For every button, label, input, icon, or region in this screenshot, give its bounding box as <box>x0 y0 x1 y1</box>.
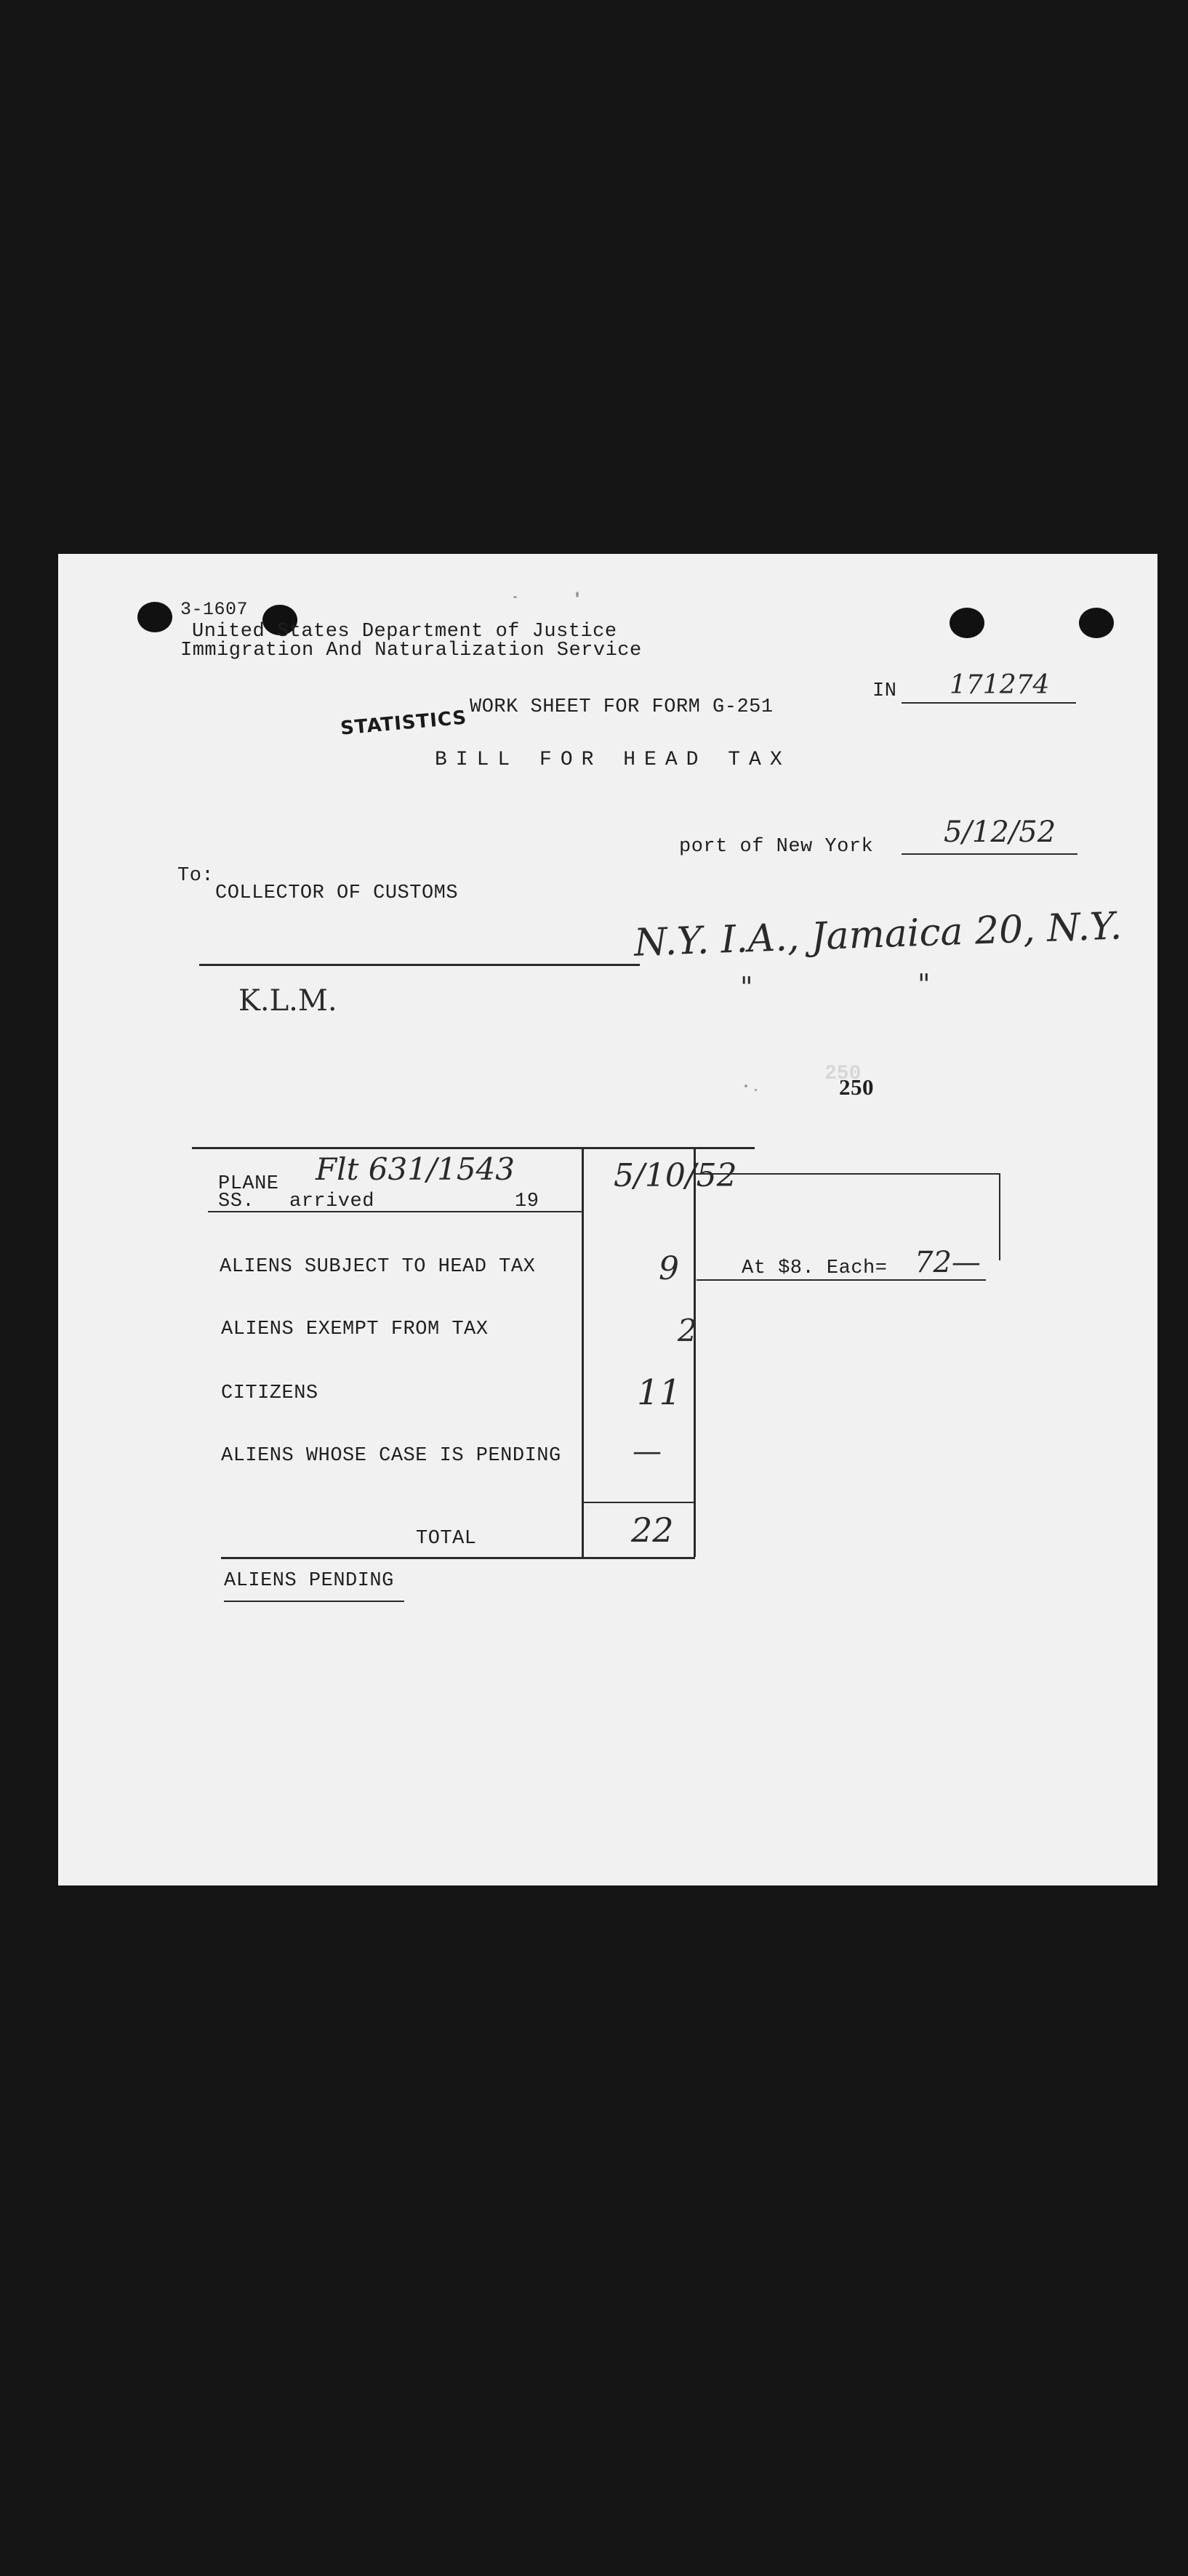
arrived-label: arrived <box>289 1191 374 1212</box>
department-name: United States Department of Justice <box>192 621 617 643</box>
amount-number: 250 <box>839 1074 874 1100</box>
table-top-line <box>192 1147 755 1149</box>
in-label: IN <box>872 680 897 702</box>
table-col-line <box>582 1148 584 1426</box>
row-label-subject-to-tax: ALIENS SUBJECT TO HEAD TAX <box>220 1256 536 1278</box>
plane-label: PLANE <box>218 1173 279 1195</box>
rate-underline <box>697 1279 986 1281</box>
document-page <box>58 554 1157 1885</box>
punch-hole <box>137 602 172 632</box>
faint-number: 250 <box>824 1063 862 1085</box>
form-number: 3-1607 <box>180 599 249 620</box>
row-value-exempt: 2 <box>678 1313 697 1348</box>
year-prefix: 19 <box>515 1191 539 1212</box>
row-label-pending: ALIENS WHOSE CASE IS PENDING <box>221 1445 561 1467</box>
in-number: 171274 <box>950 670 1050 700</box>
count-sep-line <box>582 1502 695 1503</box>
ss-label: SS. <box>218 1191 255 1212</box>
carrier-name: K.L.M. <box>238 984 337 1018</box>
form-subtitle: WORK SHEET FOR FORM G-251 <box>470 696 774 718</box>
row-label-citizens: CITIZENS <box>221 1382 318 1404</box>
statistics-stamp: STATISTICS <box>340 707 468 740</box>
in-underline <box>902 702 1076 704</box>
table-right-line-lower <box>694 1426 696 1557</box>
ditto-mark: " <box>918 968 931 1000</box>
row-value-pending: — <box>633 1435 662 1468</box>
to-label: To: <box>177 865 214 887</box>
punch-hole <box>950 608 984 638</box>
row-label-exempt: ALIENS EXEMPT FROM TAX <box>221 1319 489 1340</box>
rate-box-top-right <box>913 1173 1000 1175</box>
plane-value: Flt 631/1543 <box>316 1151 515 1187</box>
port-date: 5/12/52 <box>944 816 1056 849</box>
arrived-date: 5/10/52 <box>614 1157 737 1194</box>
punch-hole <box>1079 608 1114 638</box>
port-date-underline <box>902 853 1077 855</box>
rate-label: At $8. Each= <box>742 1257 888 1279</box>
port-label: port of New York <box>679 836 874 858</box>
table-col-line-lower <box>582 1426 584 1557</box>
row-value-subject-to-tax: 9 <box>659 1250 679 1287</box>
row-value-citizens: 11 <box>637 1372 682 1413</box>
rate-total: 72— <box>915 1246 981 1279</box>
ditto-mark: " <box>740 971 753 1003</box>
aliens-pending-label: ALIENS PENDING <box>224 1570 394 1592</box>
service-name: Immigration And Naturalization Service <box>180 640 642 661</box>
bill-title: BILL FOR HEAD TAX <box>435 749 791 771</box>
aliens-pending-underline <box>224 1601 404 1602</box>
total-value: 22 <box>631 1510 674 1550</box>
rate-box-side <box>999 1173 1000 1260</box>
port-address: N.Y. I.A., Jamaica 20, N.Y. <box>633 904 1123 965</box>
total-label: TOTAL <box>416 1528 477 1550</box>
collector-label: COLLECTOR OF CUSTOMS <box>215 882 459 904</box>
address-line <box>199 964 640 966</box>
table-bottom-line <box>221 1557 695 1559</box>
